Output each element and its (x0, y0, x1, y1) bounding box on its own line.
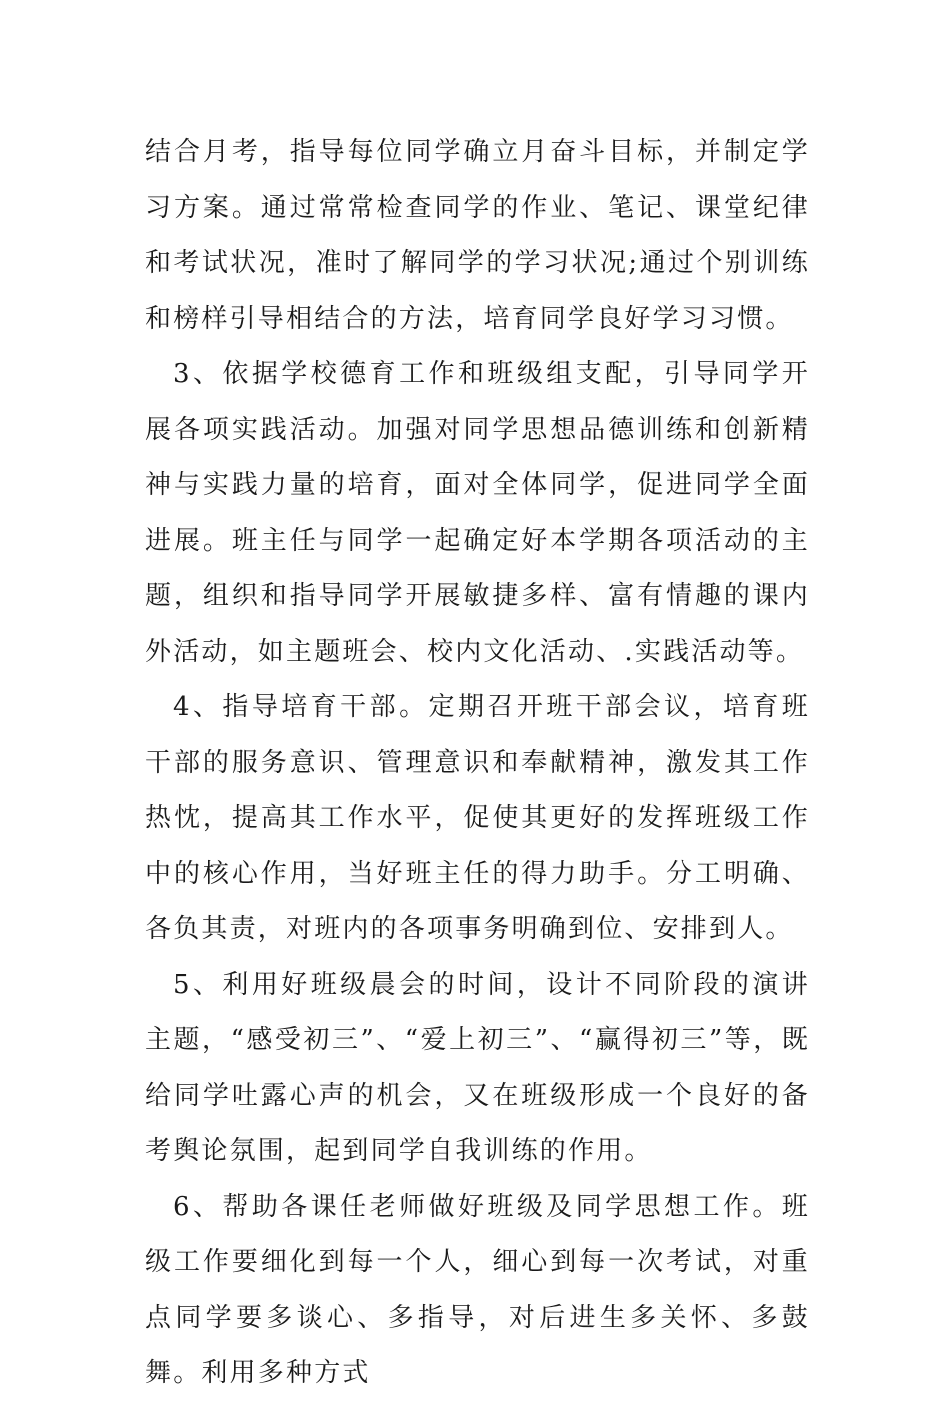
paragraph-item-3: 3、依据学校德育工作和班级组支配，引导同学开展各项实践活动。加强对同学思想品德训练和创新精神与实践力量的培育，面对全体同学，促进同学全面进展。班主任与同学一起确定好本学期各项活动的主题，组织和指导同学开展敏捷多样、富有情趣的课内外活动，如主题班会、校内文化活动、.实践活动等。 (145, 359, 810, 667)
paragraph-item-5: 5、利用好班级晨会的时间，设计不同阶段的演讲主题，“感受初三”、“爱上初三”、“赢得初三”等，既给同学吐露心声的机会，又在班级形成一个良好的备考舆论氛围，起到同学自我训练的作用。 (145, 969, 810, 1166)
document-body (145, 125, 810, 1402)
paragraph-study-plan: 结合月考，指导每位同学确立月奋斗目标，并制定学习方案。通过常常检查同学的作业、笔记、课堂纪律和考试状况，准时了解同学的学习状况;通过个别训练和榜样引导相结合的方法，培育同学良好学习习惯。 (145, 137, 810, 334)
paragraph-item-6: 6、帮助各课任老师做好班级及同学思想工作。班级工作要细化到每一个人，细心到每一次考试，对重点同学要多谈心、多指导，对后进生多关怀、多鼓舞。利用多种方式 (145, 1191, 810, 1388)
paragraph-item-4: 4、指导培育干部。定期召开班干部会议，培育班干部的服务意识、管理意识和奉献精神，激发其工作热忱，提高其工作水平，促使其更好的发挥班级工作中的核心作用，当好班主任的得力助手。分工明确、各负其责，对班内的各项事务明确到位、安排到人。 (145, 692, 810, 944)
